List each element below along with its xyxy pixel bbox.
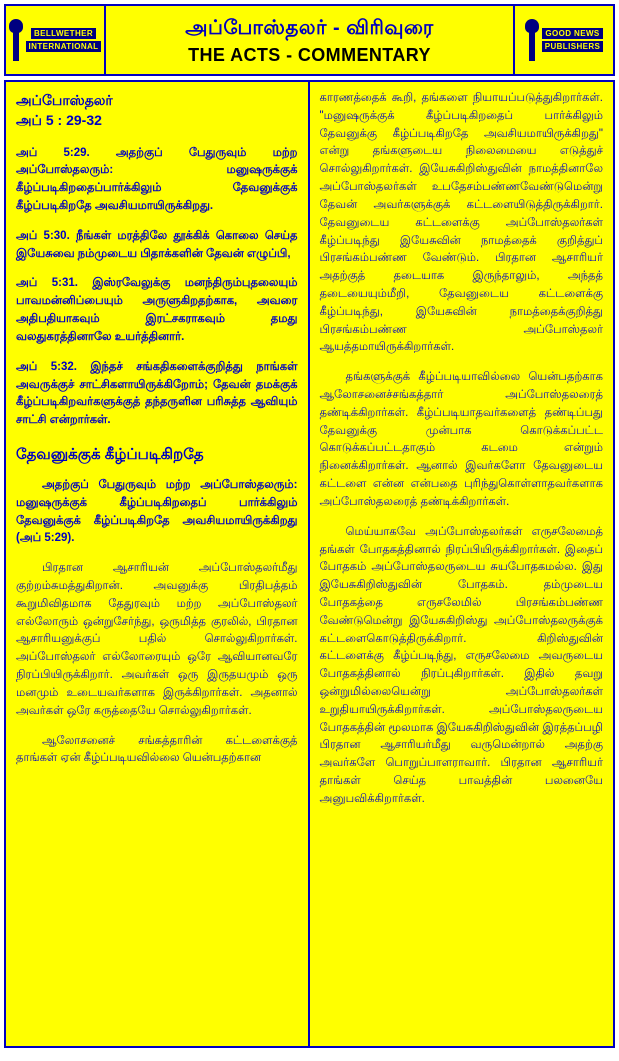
verse-30: அப் 5:30. நீங்கள் மரத்திலே தூக்கிக் கொலை செய்த இயேசுவை நம்முடைய பிதாக்களின் தேவன் எழுப்பி, xyxy=(16,229,298,260)
commentary-paragraph-2: ஆலோசனைச் சங்கத்தாரின் கட்டளைக்குத் தாங்கள் ஏன் கீழ்ப்படியவில்லை யென்பதற்கான xyxy=(16,734,298,765)
commentary-paragraph-quote: அதற்குப் பேதுருவும் மற்ற அப்போஸ்தலரும்: மனுஷருக்குக் கீழ்ப்படிகிறதைப் பார்க்கிலும் தேவனுக்குக் கீழ்ப்படிகிறதே அவசியமாயிருக்கிறது (அப் 5:29). xyxy=(16,478,298,545)
torch-icon xyxy=(525,19,539,61)
header-title-group xyxy=(106,6,513,74)
section-heading-line-2: அப் 5 : 29-32 xyxy=(16,112,102,129)
logo-line-1: GOOD NEWS xyxy=(542,28,602,39)
logo-line-2: INTERNATIONAL xyxy=(26,41,102,52)
commentary-subheading: தேவனுக்குக் கீழ்ப்படிகிறதே xyxy=(16,445,204,463)
section-heading-line-1: அப்போஸ்தலர் xyxy=(16,92,113,108)
torch-icon xyxy=(9,19,23,61)
right-column xyxy=(310,82,614,1046)
good-news-publishers-logo xyxy=(513,6,613,74)
page-title-tamil: அப்போஸ்தலர் - விரிவுரை xyxy=(185,16,434,39)
verse-32: அப் 5:32. இந்தச் சங்கதிகளைக்குறித்து நாங்கள் அவருக்குச் சாட்சிகளாயிருக்கிறோம்; தேவன் தமக்குக் கீழ்ப்படிகிறவர்களுக்குத் தந்தருளின பரிசுத்த ஆவியும் சாட்சி என்றார்கள். xyxy=(16,360,298,427)
page-title-english: THE ACTS - COMMENTARY xyxy=(188,44,431,65)
verse-29: அப் 5:29. அதற்குப் பேதுருவும் மற்ற அப்போஸ்தலரும்: மனுஷருக்குக் கீழ்ப்படிகிறதைப்பார்க்கிலும் தேவனுக்குக் கீழ்ப்படிகிறதே அவசியமாயிருக்கிறது. xyxy=(16,146,298,213)
commentary-body xyxy=(4,80,615,1048)
logo-line-2: PUBLISHERS xyxy=(542,41,604,52)
left-column xyxy=(6,82,310,1046)
section-heading xyxy=(16,90,298,131)
commentary-paragraph-5: மெய்யாகவே அப்போஸ்தலர்கள் எருசலேமைத் தங்கள் போதகத்தினால் நிரப்பியிருக்கிறார்கள். இதைப் போதகம் அப்போஸ்தலருடைய சுயபோதகமல்ல. இது இயேசுகிறிஸ்துவின் போதகம். தம்முடைய போதகத்தை எருசலேமில் பிரசங்கம்பண்ண வேண்டுமென்று இயேசுகிறிஸ்து அப்போஸ்தலருக்குக் கட்டளைகொடுத்திருக்கிறார். கிறிஸ்துவின் கட்டளைக்கு கீழ்ப்படிந்து, எருசலேமை அவருடைய போதகத்தினால் நிரப்புகிறார்கள். இதில் தவறு ஒன்றுமில்லையென்று அப்போஸ்தலர்கள் உறுதியாயிருக்கிறார்கள். அப்போஸ்தலருடைய போதகத்தின் மூலமாக இயேசுகிறிஸ்துவின் இரத்தப்பழி பிரதான ஆசாரியர்மீது வருமென்றால் அதற்கு அவர்களே பொறுப்பாளராவார். பிரதான ஆசாரியர் தாங்கள் செய்த பாவத்தின் பலனையே அனுபவிக்கிறார்கள். xyxy=(319,525,603,805)
verse-31: அப் 5:31. இஸ்ரவேலுக்கு மனந்திரும்புதலையும் பாவமன்னிப்பையும் அருளுகிறதற்காக, அவரை அதிபதியாகவும் இரட்சகராகவும் தமது வலதுகரத்தினாலே உயர்த்தினார். xyxy=(16,277,298,343)
bellwether-international-logo xyxy=(6,6,106,74)
commentary-paragraph-1: பிரதான ஆசாரியன் அப்போஸ்தலர்மீது குற்றம்சுமத்துகிறான். அவனுக்கு பிரதிபத்தம் கூறுமிவிதமாக தேதுரவும் மற்ற அப்போஸ்தலர் எல்லோரும் ஒன்றுசேர்ந்து, ஒருமித்த குரலில், பிரதான ஆசாரியனுக்குப் பதில் சொல்லுகிறார்கள். அப்போஸ்தலர் எல்லோரையும் ஒரே ஆவியானவரே நிரப்பியிருக்கிறார். அவர்கள் ஒரு இருதயமும் ஒரு மனமும் உடையவர்களாக இருக்கிறார்கள். அதனால் அவர்கள் ஒரே கருத்தையே சொல்லுகிறார்கள். xyxy=(16,562,298,717)
page-header xyxy=(4,4,615,76)
commentary-paragraph-4: தங்களுக்குக் கீழ்ப்படியாவில்லை யென்பதற்காக ஆலோசனைச்சங்கத்தார் அப்போஸ்தலரைத் தண்டிக்கிறார்கள். கீழ்ப்படியாதவர்களைத் தண்டிப்பது தேவனுக்கு முன்பாக கொடுக்கப்பட்ட கொடுக்கப்பட்டதாகும் கடமை என்றும் நினைக்கிறார்கள். ஆனால் இவர்களோ தேவனுடைய கட்டளை என்ன என்பதை புரிந்துகொள்ளாதவர்களாக அப்போஸ்தலரைத் தண்டிக்கிறார்கள். xyxy=(319,371,603,508)
commentary-paragraph-3: காரணத்தைக் கூறி, தங்களை நியாயப்படுத்துகிறார்கள். "மனுஷருக்குக் கீழ்ப்படிகிறதைப் பார்க்கிலும் தேவனுக்கு கீழ்ப்படிகிறதே அவசியமாயிருக்கிறது" என்று தங்களுடைய நிலைமையை எடுத்துச் சொல்லுகிறார்கள். இயேசுகிறிஸ்துவின் நாமத்தினாலே அப்போஸ்தலர்கள் உபதேசம்பண்ணவேண்டுமென்று தேவன் அவர்களுக்குக் கட்டளையிடுத்திருக்கிறார். தேவனுடைய கட்டளைக்கு அப்போஸ்தலர்கள் கீழ்ப்படிந்து இயேசுவின் நாமத்தைக் குறித்துப் பிரசங்கம்பண்ண வேண்டும். பிரதான ஆசாரியர் அதற்குத் தடையாக இருந்தாலும், அந்தத் தடையையும்மீறி, தேவனுடைய கட்டளைக்கு கீழ்ப்படிந்து, இயேசுவின் நாமத்தைக்குறித்து பிரசங்கம்பண்ண அப்போஸ்தலர் ஆயத்தமாயிருக்கிறார்கள். xyxy=(319,92,603,354)
logo-line-1: BELLWETHER xyxy=(31,28,96,39)
